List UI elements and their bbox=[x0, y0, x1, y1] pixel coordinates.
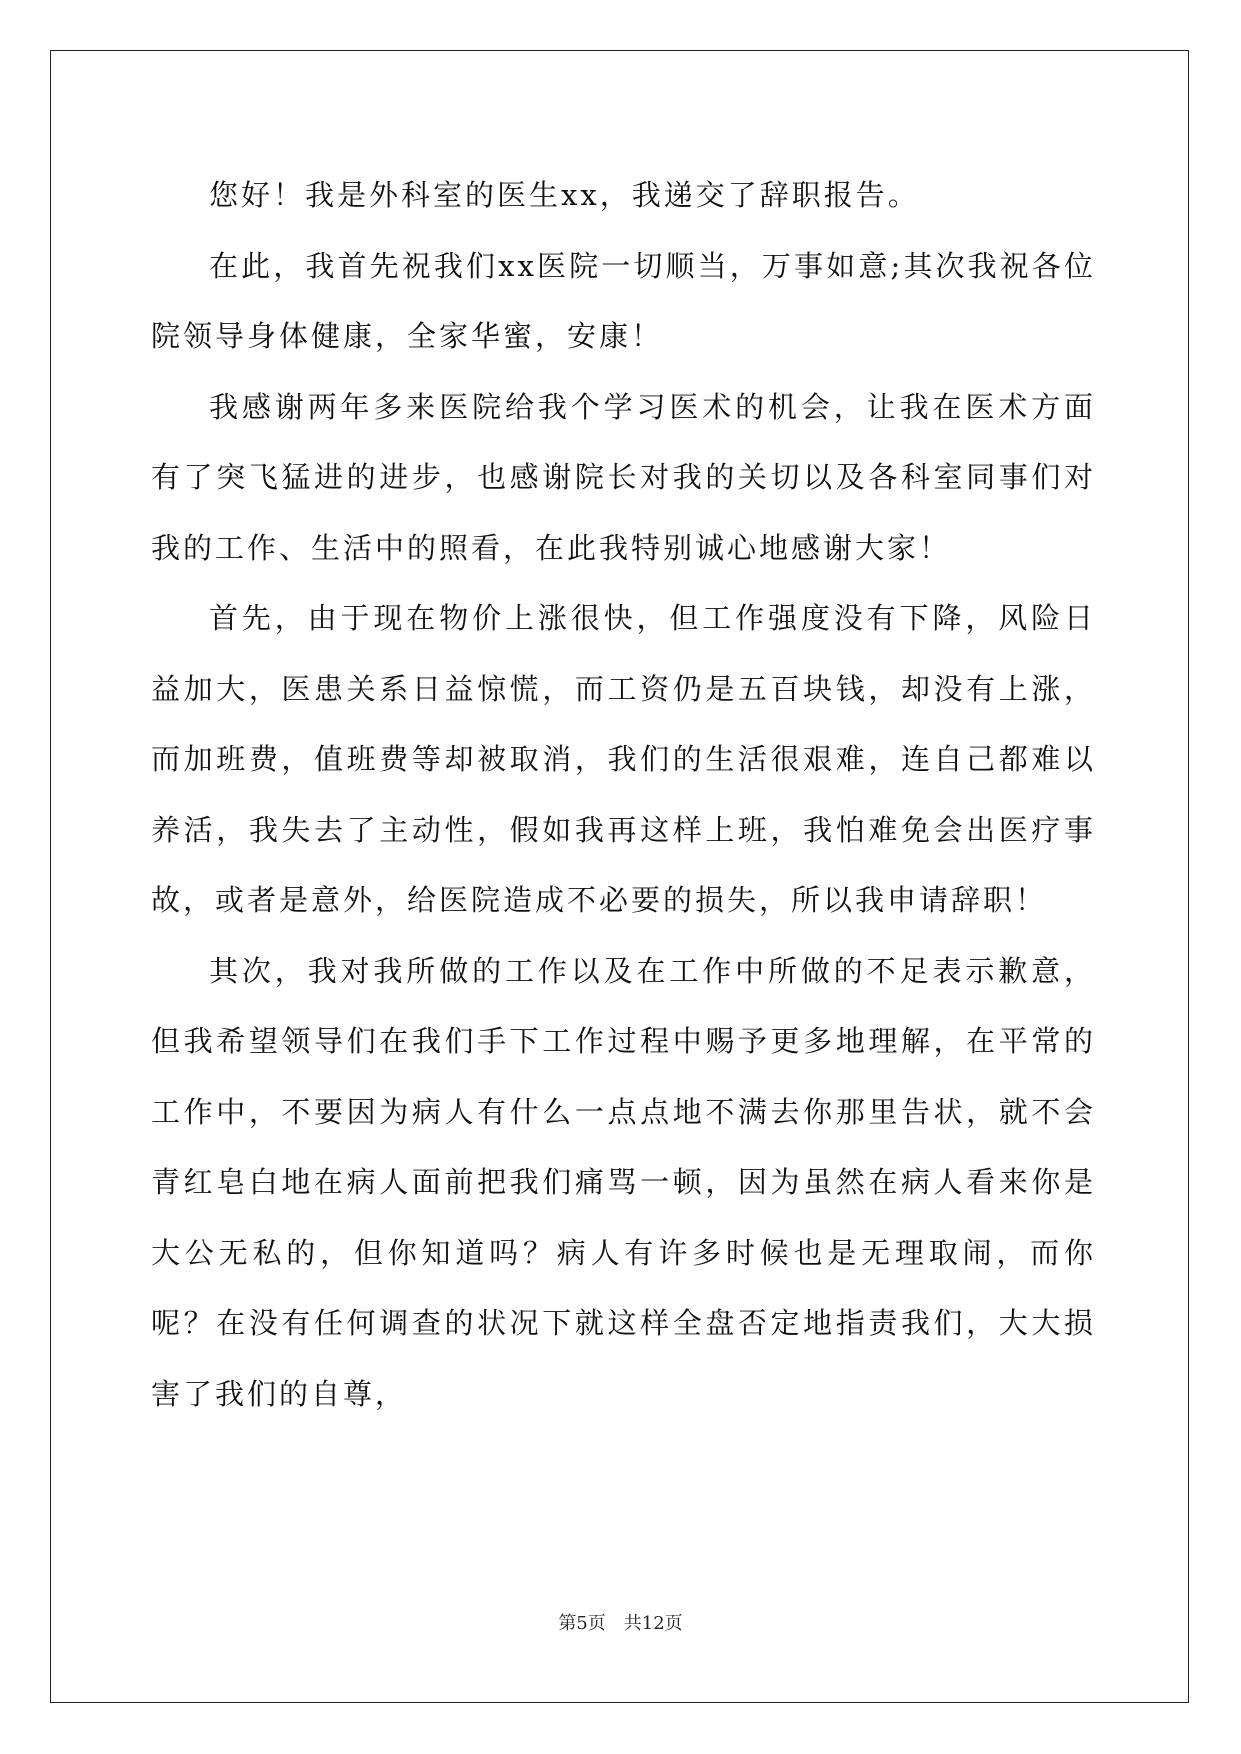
paragraph: 首先，由于现在物价上涨很快，但工作强度没有下降，风险日益加大，医患关系日益惊慌，而工资仍是五百块钱，却没有上涨，而加班费，值班费等却被取消，我们的生活很艰难，连自己都难以养活，我失去了主动性，假如我再这样上班，我怕难免会出医疗事故，或者是意外，给医院造成不必要的损失，所以我申请辞职！ bbox=[151, 601, 1096, 917]
paragraph: 在此，我首先祝我们xx医院一切顺当，万事如意;其次我祝各位院领导身体健康，全家华蜜，安康！ bbox=[151, 248, 1096, 353]
page-total: 共12页 bbox=[623, 1613, 683, 1634]
page-footer bbox=[0, 1609, 1241, 1635]
document-body bbox=[151, 160, 1096, 1429]
paragraph: 我感谢两年多来医院给我个学习医术的机会，让我在医术方面有了突飞猛进的进步，也感谢院长对我的关切以及各科室同事们对我的工作、生活中的照看，在此我特别诚心地感谢大家！ bbox=[151, 389, 1096, 565]
paragraph: 其次，我对我所做的工作以及在工作中所做的不足表示歉意，但我希望领导们在我们手下工作过程中赐予更多地理解，在平常的工作中，不要因为病人有什么一点点地不满去你那里告状，就不会青红皂白地在病人面前把我们痛骂一顿，因为虽然在病人看来你是大公无私的，但你知道吗？病人有许多时候也是无理取闹，而你呢？在没有任何调查的状况下就这样全盘否定地指责我们，大大损害了我们的自尊， bbox=[151, 953, 1096, 1411]
paragraph: 您好！我是外科室的医生xx，我递交了辞职报告。 bbox=[209, 178, 920, 212]
page-number: 第5页 bbox=[558, 1613, 606, 1634]
